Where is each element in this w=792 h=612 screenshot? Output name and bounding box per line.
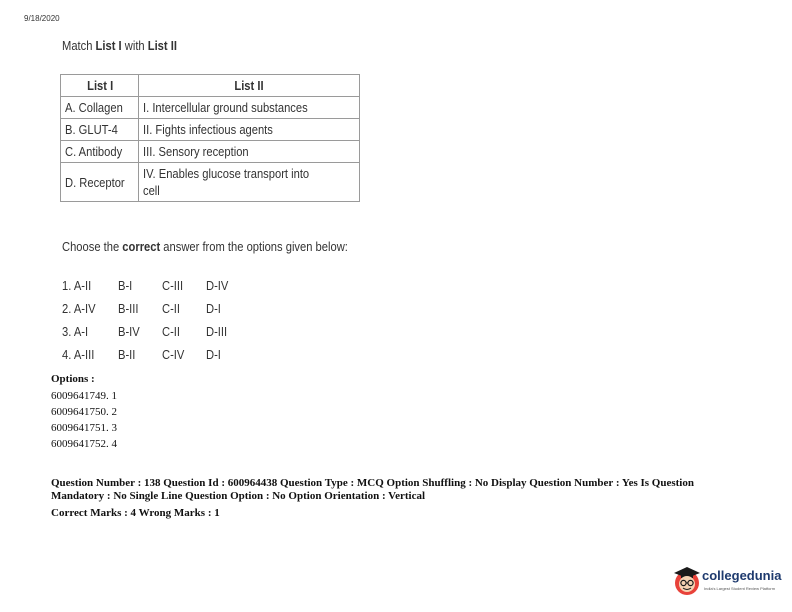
option-part: B-III [118,301,139,316]
table-cell [61,163,139,202]
option-part: C-IV [162,347,185,362]
table-cell [139,141,360,163]
option-id: 6009641750. 2 [51,406,117,418]
graduate-mascot-icon [672,564,702,598]
option-part: 1. A-II [62,278,92,293]
table-row [61,163,360,202]
logo-tagline: India's Largest Student Review Platform [704,586,776,591]
choose-suffix: answer from the options given below: [160,239,348,254]
cell-text: D. Receptor [65,174,125,190]
cell-text: II. Fights infectious agents [143,122,274,137]
table-header-row [61,75,360,97]
table-cell [61,119,139,141]
cell-text: B. GLUT-4 [65,122,118,137]
header-list2-label: List II [234,78,264,93]
cell-text: C. Antibody [65,144,123,159]
option-part: D-I [206,301,221,316]
option-part: B-I [118,278,133,293]
table-row [61,119,360,141]
match-table [60,74,360,202]
option-part: D-I [206,347,221,362]
option-part: D-III [206,324,228,339]
title-list2: List II [147,38,177,53]
marks-info: Correct Marks : 4 Wrong Marks : 1 [51,507,220,519]
option-id: 6009641752. 4 [51,438,117,450]
title-mid: with [121,38,148,53]
table-row [61,97,360,119]
table-cell [139,97,360,119]
cell-text: I. Intercellular ground substances [143,100,309,115]
cell-text: IV. Enables glucose transport into cell [143,166,310,198]
option-part: 3. A-I [62,324,89,339]
header-list1-label: List I [86,78,113,93]
cell-text: A. Collagen [65,100,123,115]
option-part: B-II [118,347,136,362]
title-prefix: Match [62,38,96,53]
option-id: 6009641749. 1 [51,390,117,402]
header-list1 [61,75,139,97]
table-row [61,141,360,163]
logo-name: collegedunia [702,568,782,583]
option-part: C-III [162,278,184,293]
options-heading: Options : [51,373,95,385]
title-list1: List I [95,38,122,53]
option-part: C-II [162,324,181,339]
print-date: 9/18/2020 [24,14,60,23]
table-cell [139,119,360,141]
question-info: Question Number : 138 Question Id : 600964438 Question Type : MCQ Option Shuffling : No Display Question Number : Yes Is Question Mandatory : No Single Line Question Option : No Option Orientation : Vertical [51,477,694,502]
table-cell [139,163,360,202]
option-id: 6009641751. 3 [51,422,117,434]
table-cell [61,141,139,163]
option-part: C-II [162,301,181,316]
table-cell [61,97,139,119]
choose-bold: correct [122,239,161,254]
option-part: 4. A-III [62,347,95,362]
question-title [62,38,177,53]
choose-prefix: Choose the [62,239,123,254]
option-part: 2. A-IV [62,301,96,316]
option-part: D-IV [206,278,229,293]
option-part: B-IV [118,324,140,339]
choose-instruction [62,239,348,254]
header-list2 [139,75,360,97]
cell-text: III. Sensory reception [143,144,250,159]
collegedunia-logo [672,564,784,598]
